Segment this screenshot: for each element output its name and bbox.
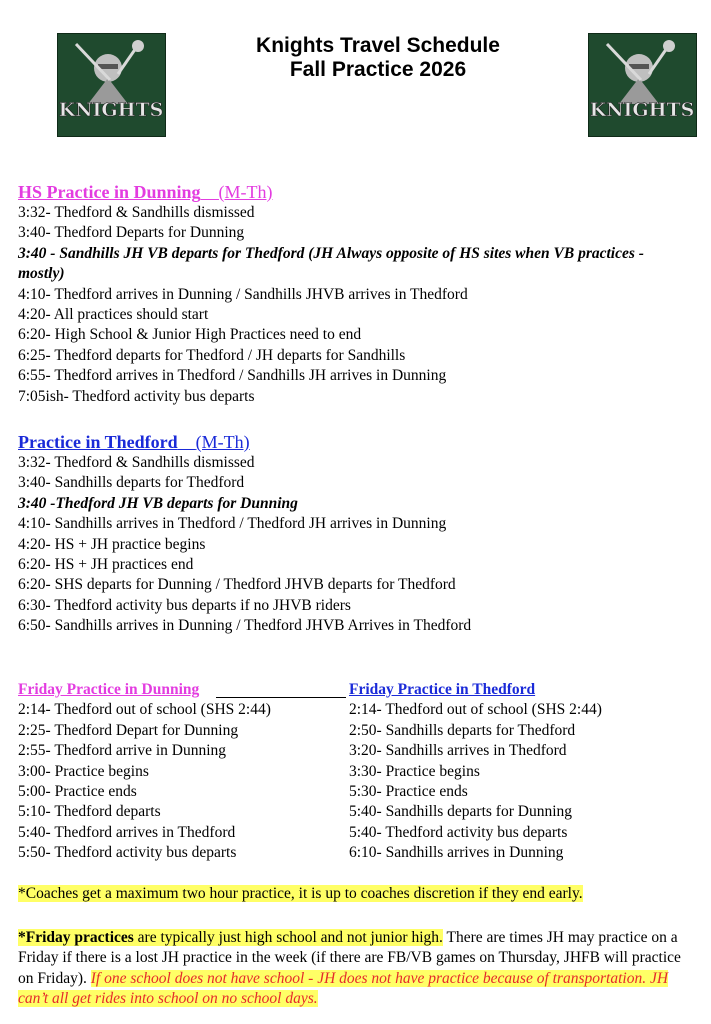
- title-line-1: Knights Travel Schedule: [256, 34, 500, 57]
- schedule-line: 6:55- Thedford arrives in Thedford / Sandhills JH arrives in Dunning: [18, 367, 447, 385]
- knights-logo-left: [57, 33, 166, 137]
- schedule-line: 2:25- Thedford Depart for Dunning: [18, 721, 239, 739]
- friday-note: [18, 928, 690, 1010]
- friday-thedford-heading: Friday Practice in Thedford: [349, 681, 536, 698]
- schedule-line: 3:32- Thedford & Sandhills dismissed: [18, 204, 255, 221]
- schedule-line: 3:40- Sandhills departs for Thedford: [18, 474, 245, 492]
- title-line-2: Fall Practice 2026: [289, 58, 467, 81]
- practice-thedford-days: (M-Th): [195, 432, 250, 452]
- schedule-line: 3:40- Thedford Departs for Dunning: [18, 224, 245, 242]
- schedule-line: 3:32- Thedford & Sandhills dismissed: [18, 454, 255, 471]
- knights-logo-right: [588, 33, 697, 137]
- schedule-line: 6:30- Thedford activity bus departs if no JHVB riders: [18, 596, 351, 614]
- friday-note-plain: There are times JH may practice on a Friday if there is a lost JH practice in the week (if there are FB/VB games on Thursday, JHFB will practice on Friday).: [18, 929, 681, 987]
- schedule-line: 6:10- Sandhills arrives in Dunning: [349, 844, 564, 862]
- friday-dunning-column: [18, 680, 348, 864]
- schedule-line: 5:10- Thedford departs: [18, 803, 161, 821]
- schedule-line: 4:10- Sandhills arrives in Thedford / Thedford JH arrives in Dunning: [18, 515, 447, 533]
- schedule-line: 6:20- HS + JH practices end: [18, 556, 194, 574]
- schedule-line: 5:40- Sandhills departs for Dunning: [349, 803, 573, 821]
- friday-note-highlight: are typically just high school and not junior high.: [133, 929, 443, 946]
- schedule-line: 4:20- All practices should start: [18, 306, 209, 324]
- coaches-note-text: *Coaches get a maximum two hour practice, it is up to coaches discretion if they end early.: [18, 885, 583, 902]
- practice-thedford-heading: [18, 431, 698, 453]
- hs-dunning-days: (M-Th): [218, 182, 273, 202]
- schedule-line: 6:20- High School & Junior High Practices need to end: [18, 326, 362, 344]
- friday-note-warning: If one school does not have school - JH does not have practice because of transportation. JH can’t all get rides into school on no school days.: [18, 969, 669, 1008]
- friday-note-bold: *Friday practices: [18, 929, 134, 946]
- friday-thedford-column: [349, 680, 679, 864]
- schedule-line: 2:55- Thedford arrive in Dunning: [18, 742, 227, 760]
- schedule-line: 5:40- Thedford arrives in Thedford: [18, 823, 236, 841]
- schedule-line: 7:05ish- Thedford activity bus departs: [18, 387, 255, 405]
- logo-lettering: KNIGHTS: [58, 99, 164, 121]
- schedule-line: 5:30- Practice ends: [349, 783, 468, 801]
- schedule-line: 2:14- Thedford out of school (SHS 2:44): [349, 701, 602, 719]
- schedule-line: 4:10- Thedford arrives in Dunning / Sandhills JHVB arrives in Thedford: [18, 285, 468, 303]
- schedule-line: 5:50- Thedford activity bus departs: [18, 844, 237, 862]
- logo-lettering: KNIGHTS: [589, 99, 695, 121]
- hs-dunning-section: [18, 181, 698, 407]
- hs-dunning-heading: [18, 181, 698, 203]
- friday-dunning-heading: Friday Practice in Dunning: [18, 681, 200, 698]
- schedule-line: 2:14- Thedford out of school (SHS 2:44): [18, 701, 271, 719]
- schedule-line: 2:50- Sandhills departs for Thedford: [349, 721, 576, 739]
- schedule-line: 3:20- Sandhills arrives in Thedford: [349, 742, 567, 760]
- practice-thedford-section: [18, 431, 698, 637]
- coaches-note: [18, 884, 688, 904]
- schedule-line: 4:20- HS + JH practice begins: [18, 535, 206, 553]
- schedule-line: 3:00- Practice begins: [18, 762, 149, 780]
- schedule-line: 6:25- Thedford departs for Thedford / JH departs for Sandhills: [18, 346, 406, 364]
- hs-dunning-heading-text: HS Practice in Dunning: [18, 182, 201, 202]
- schedule-line-emphasis: 3:40 -Thedford JH VB departs for Dunning: [18, 494, 298, 512]
- schedule-line: 6:20- SHS departs for Dunning / Thedford JHVB departs for Thedford: [18, 576, 456, 594]
- schedule-line: 5:00- Practice ends: [18, 783, 137, 801]
- schedule-line: 3:30- Practice begins: [349, 762, 480, 780]
- practice-thedford-heading-text: Practice in Thedford: [18, 432, 178, 452]
- page-title: [180, 34, 576, 82]
- friday-dunning-underline-extension: [216, 697, 346, 698]
- schedule-line: 6:50- Sandhills arrives in Dunning / Thedford JHVB Arrives in Thedford: [18, 617, 472, 635]
- schedule-line: 5:40- Thedford activity bus departs: [349, 823, 568, 841]
- schedule-line-emphasis: 3:40 - Sandhills JH VB departs for Thedford (JH Always opposite of HS sites when VB practices - mostly): [18, 244, 644, 283]
